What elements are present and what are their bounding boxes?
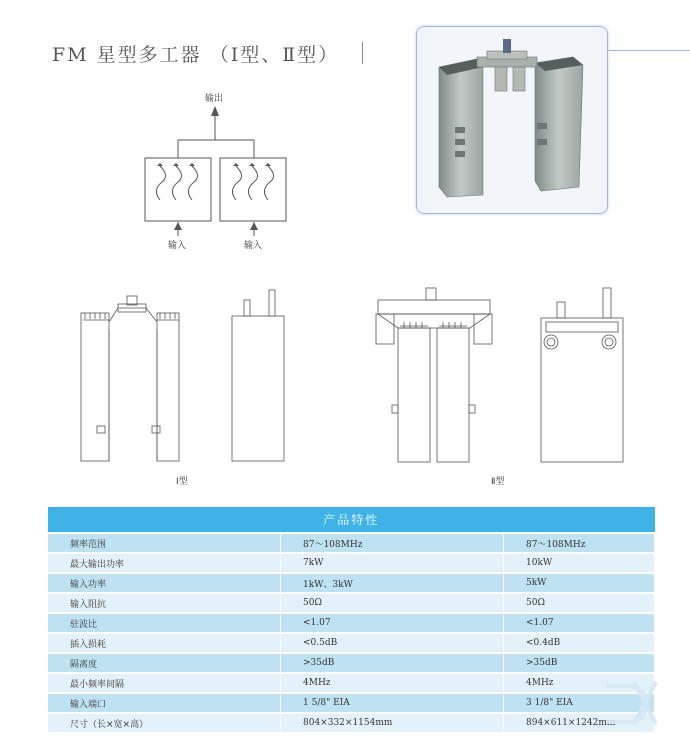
spec-value-type2: 87～108MHz (504, 533, 655, 553)
spec-name: 插入损耗 (48, 633, 281, 653)
table-header: 产品特性 (48, 507, 655, 533)
spec-name: 输入阻抗 (48, 593, 281, 613)
table-row (48, 613, 655, 633)
spec-value-type2: 3 1/8" EIA (504, 693, 655, 713)
spec-value-type2: 10kW (504, 553, 655, 573)
spec-value-type1: 7kW (281, 553, 504, 573)
spec-name: 隔离度 (48, 653, 281, 673)
product-spec-table (48, 507, 655, 734)
table-row (48, 593, 655, 613)
spec-value-type2: 50Ω (504, 593, 655, 613)
spec-value-type1: 4MHz (281, 673, 504, 693)
spec-value-type1: <1.07 (281, 613, 504, 633)
spec-value-type2: 894×611×1242mm (504, 713, 655, 733)
watermark-logo (598, 672, 664, 732)
spec-value-type1: 1kW、3kW (281, 573, 504, 593)
spec-name: 最小频率间隔 (48, 673, 281, 693)
type1-front-view (81, 296, 179, 461)
table-row (48, 653, 655, 673)
spec-value-type2: 4MHz (504, 673, 655, 693)
spec-value-type1: 87～108MHz (281, 533, 504, 553)
input-left-label: 输入 (168, 241, 187, 251)
table-row (48, 673, 655, 693)
output-label: 输出 (205, 94, 224, 104)
spec-value-type1: 804×332×1154mm (281, 713, 504, 733)
table-row (48, 693, 655, 713)
spec-value-type1: <0.5dB (281, 633, 504, 653)
type2-label: Ⅱ型 (491, 477, 505, 487)
table-row (48, 633, 655, 653)
spec-name: 尺寸（长×宽×高） (48, 713, 281, 733)
spec-name: 输入功率 (48, 573, 281, 593)
input-right-label: 输入 (244, 241, 263, 251)
type1-side-view (232, 290, 284, 461)
table-row (48, 533, 655, 553)
spec-value-type1: >35dB (281, 653, 504, 673)
type2-front-view (376, 288, 492, 462)
type2-side-view (541, 288, 623, 462)
spec-value-type2: <0.4dB (504, 633, 655, 653)
spec-name: 输入端口 (48, 693, 281, 713)
spec-value-type2: <1.07 (504, 613, 655, 633)
spec-name: 最大输出功率 (48, 553, 281, 573)
spec-value-type1: 50Ω (281, 593, 504, 613)
table-row (48, 713, 655, 733)
type1-label: Ⅰ型 (176, 477, 188, 487)
page-title: FM 星型多工器 （Ⅰ型、Ⅱ型） (52, 44, 340, 66)
table-row (48, 553, 655, 573)
spec-value-type2: >35dB (504, 653, 655, 673)
spec-name: 驻波比 (48, 613, 281, 633)
spec-value-type2: 5kW (504, 573, 655, 593)
table-row (48, 573, 655, 593)
spec-value-type1: 1 5/8" EIA (281, 693, 504, 713)
spec-name: 频率范围 (48, 533, 281, 553)
